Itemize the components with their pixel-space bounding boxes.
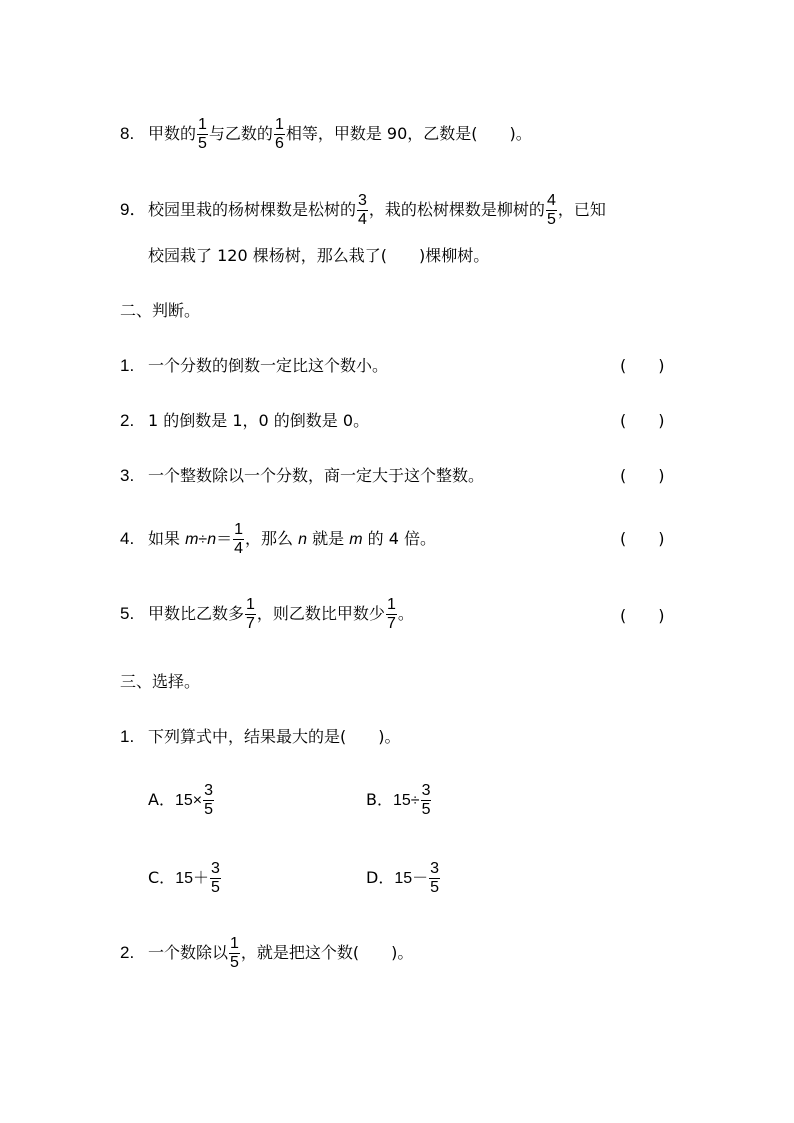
- question-number: 8.: [120, 124, 135, 143]
- question-number: 9．: [120, 200, 147, 219]
- question-8: [120, 116, 532, 153]
- question-text: 甲数的: [148, 124, 197, 143]
- judge-item-1: [120, 356, 680, 376]
- question-text: 。: [397, 604, 414, 623]
- question-text: 下列算式中，结果最大的是( )。: [148, 727, 401, 746]
- section-title-judge: 二、判断。: [120, 301, 201, 320]
- answer-blank[interactable]: ( ): [620, 356, 665, 375]
- judge-item-2: [120, 411, 680, 431]
- question-number: 5.: [120, 604, 135, 623]
- question-text: 与乙数的: [208, 124, 273, 143]
- question-number: 2.: [120, 943, 135, 962]
- variable-n: n: [207, 531, 217, 548]
- question-text: 一个数除以: [148, 943, 229, 962]
- question-text: 1 的倒数是 1，0 的倒数是 0。: [148, 411, 370, 430]
- option-a[interactable]: [148, 782, 215, 819]
- section-title-choice: 三、选择。: [120, 672, 201, 691]
- question-number: 4.: [120, 529, 135, 548]
- fraction: $\frac{3}{4}$: [358, 192, 367, 228]
- fraction: $\frac{4}{5}$: [546, 192, 556, 228]
- choice-item-1: [120, 727, 401, 747]
- variable-m: m: [185, 531, 199, 548]
- question-number: 3.: [120, 466, 135, 485]
- option-c[interactable]: [148, 860, 222, 897]
- option-label: A．: [148, 790, 175, 809]
- option-expression: 15÷: [392, 792, 420, 809]
- question-number: 2.: [120, 411, 135, 430]
- question-text: 一个整数除以一个分数，商一定大于这个整数。: [148, 466, 485, 485]
- option-label: B．: [366, 790, 393, 809]
- judge-item-4: [120, 521, 680, 558]
- fraction: $\frac{1}{5}$: [230, 935, 239, 971]
- question-text: ，已知: [557, 200, 606, 219]
- judge-item-5: [120, 596, 680, 633]
- option-expression: 15＋: [175, 870, 209, 887]
- option-label: C．: [148, 868, 176, 887]
- question-9-line-2: 校园栽了 120 棵杨树，那么栽了( )棵柳树。: [148, 246, 490, 265]
- question-text: 校园里栽的杨树棵数是松树的: [148, 200, 357, 219]
- question-text: 如果: [148, 529, 186, 548]
- answer-blank[interactable]: ( ): [620, 411, 665, 430]
- variable-m: m: [349, 531, 363, 548]
- question-text: ，则乙数比甲数少: [256, 604, 385, 623]
- question-9: [120, 192, 606, 229]
- fraction: $\frac{3}{5}$: [211, 860, 220, 896]
- fraction: $\frac{1}{5}$: [198, 116, 207, 152]
- fraction: $\frac{3}{5}$: [421, 782, 431, 818]
- question-text: 的 4 倍。: [362, 529, 436, 548]
- fraction: $\frac{1}{4}$: [234, 521, 244, 557]
- question-number: 1.: [120, 356, 135, 375]
- option-expression: 15－: [394, 870, 429, 887]
- question-text: 一个分数的倒数一定比这个数小。: [148, 356, 389, 375]
- question-text: ，就是把这个数( )。: [240, 943, 414, 962]
- fraction: $\frac{1}{7}$: [246, 596, 255, 632]
- equals-sign: ＝: [216, 529, 233, 548]
- fraction: $\frac{3}{5}$: [430, 860, 440, 896]
- question-text: ，那么: [245, 529, 299, 548]
- division-sign: ÷: [198, 531, 208, 548]
- variable-n: n: [298, 531, 308, 548]
- choice-item-2: [120, 935, 413, 972]
- option-d[interactable]: [366, 860, 441, 897]
- fraction: $\frac{3}{5}$: [204, 782, 213, 818]
- answer-blank[interactable]: ( ): [620, 606, 665, 625]
- question-text: 就是: [307, 529, 350, 548]
- fraction: $\frac{1}{7}$: [386, 596, 396, 632]
- answer-blank[interactable]: ( ): [620, 466, 665, 485]
- option-expression: 15×: [174, 792, 203, 809]
- fraction: $\frac{1}{6}$: [274, 116, 284, 152]
- option-b[interactable]: [366, 782, 432, 819]
- option-label: D．: [366, 868, 395, 887]
- answer-blank[interactable]: ( ): [620, 529, 665, 548]
- question-text: ，栽的松树棵数是柳树的: [368, 200, 545, 219]
- judge-item-3: [120, 466, 680, 486]
- question-text: 相等，甲数是 90，乙数是( )。: [285, 124, 532, 143]
- question-number: 1.: [120, 727, 135, 746]
- question-text: 甲数比乙数多: [148, 604, 245, 623]
